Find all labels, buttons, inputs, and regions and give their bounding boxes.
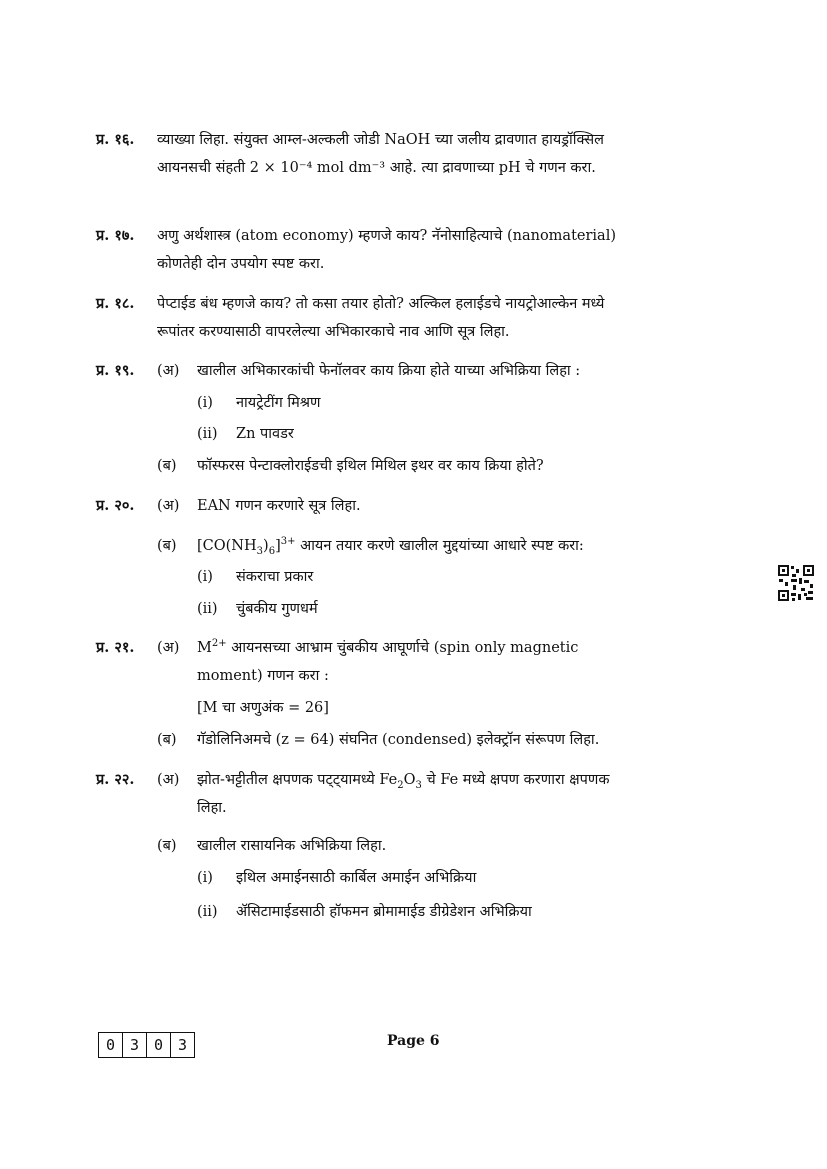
question-number: प्र. २२. (96, 771, 135, 788)
sub-text: गॅडोलिनिअमचे (z = 64) संघनित (condensed) इलेक्ट्रॉन संरूपण लिहा. (197, 732, 600, 748)
page-number: Page 6 (387, 1033, 440, 1049)
question-number: प्र. १७. (96, 227, 135, 244)
sub-label: (ब) (157, 732, 177, 748)
paper-code-box (98, 1032, 195, 1058)
question-22-a (0, 766, 827, 826)
question-number: प्र. २१. (96, 639, 135, 656)
paper-code-digit: 3 (123, 1033, 147, 1057)
sub-label: (ब) (157, 458, 177, 474)
qr-code-icon (777, 564, 815, 602)
sub-label: (ब) (157, 838, 177, 854)
sub-text: झोत-भट्टीतील क्षपणक पट्ट्यामध्ये $Fe_2O_3$ चे Fe मध्ये क्षपण करणारा क्षपणक लिहा. (197, 772, 610, 816)
sub-text: खालील अभिकारकांची फेनॉलवर काय क्रिया होते याच्या अभिक्रिया लिहा : (197, 363, 581, 379)
sub-text: फॉस्फरस पेन्टाक्लोराईडची इथिल मिथिल इथर वर काय क्रिया होते? (197, 458, 544, 474)
sub-label: (अ) (157, 640, 180, 656)
question-text: व्याख्या लिहा. संयुक्त आम्ल-अल्कली जोडी NaOH च्या जलीय द्रावणात हायड्रॉक्सिल आयनसची संहती 2 × 10⁻⁴ mol dm⁻³ आहे. त्या द्रावणाच्या pH चे गणन करा. (157, 132, 604, 176)
question-18 (0, 290, 827, 350)
paper-code-digit: 0 (99, 1033, 123, 1057)
question-text: अणु अर्थशास्त्र (atom economy) म्हणजे काय? नॅनोसाहित्याचे (nanomaterial) कोणतेही दोन उपयोग स्पष्ट करा. (157, 228, 616, 272)
question-text: पेप्टाईड बंध म्हणजे काय? तो कसा तयार होतो? अल्किल हलाईडचे नायट्रोआल्केन मध्ये रूपांतर करण्यासाठी वापरलेल्या अभिकारकाचे नाव आणि सूत्र लिहा. (157, 296, 605, 340)
sub-text: EAN गणन करणारे सूत्र लिहा. (197, 498, 361, 514)
sub-text: खालील रासायनिक अभिक्रिया लिहा. (197, 838, 387, 854)
question-number: प्र. १६. (96, 131, 135, 148)
paper-code-digit: 3 (177, 1036, 188, 1054)
sub-label: (अ) (157, 772, 180, 788)
sub-label: (ब) (157, 538, 177, 554)
question-17 (0, 222, 827, 282)
paper-code-digit: 0 (147, 1033, 171, 1057)
sub-text: $M^{2+}$ आयनसच्या आभ्राम चुंबकीय आघूर्णाचे (spin only magnetic moment) गणन करा : (197, 638, 579, 684)
sub-label: (अ) (157, 363, 180, 379)
question-21-a (0, 634, 827, 694)
question-number: प्र. १९. (96, 362, 135, 379)
sub-label: (अ) (157, 498, 180, 514)
question-number: प्र. १८. (96, 295, 135, 312)
question-16 (0, 126, 827, 216)
sub-text: $[CO(NH_3)_6]^{3+}$ आयन तयार करणे खालील मुद्दयांच्या आधारे स्पष्ट करा: (197, 536, 584, 557)
question-number: प्र. २०. (96, 497, 135, 514)
